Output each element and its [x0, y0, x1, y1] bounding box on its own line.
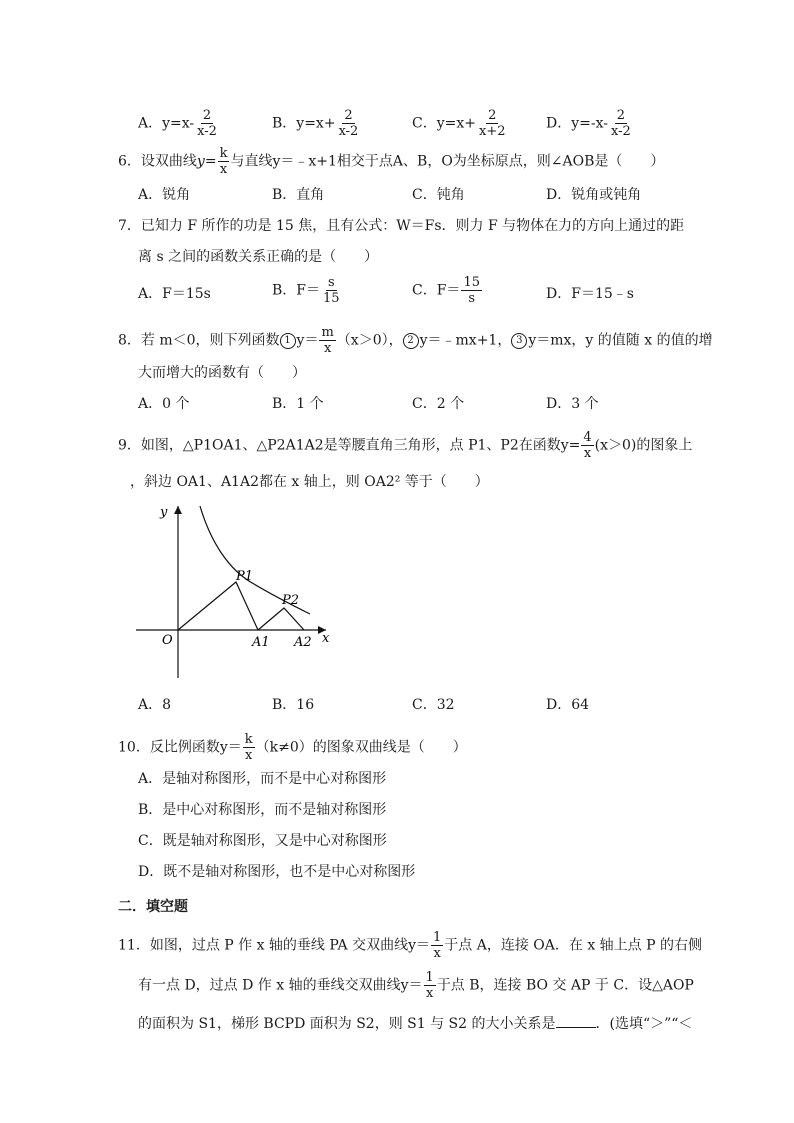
triangle-p1-o-a1	[178, 582, 258, 630]
numerator: 2	[344, 108, 353, 123]
q9-option-b[interactable]: B．16	[272, 697, 315, 713]
q5-option-d[interactable]	[546, 108, 634, 139]
text: （k≠0）的图象双曲线是（ ）	[255, 739, 467, 756]
q7-option-b[interactable]	[272, 275, 343, 306]
fraction	[581, 430, 593, 461]
numerator: s	[327, 275, 335, 290]
q9-line2: ，斜边 OA1、A1A2都在 x 轴上，则 OA2² 等于（ ）	[130, 474, 489, 490]
q10-option-d[interactable]: D．既不是轴对称图形，也不是中心对称图形	[138, 864, 416, 880]
denominator: 15	[323, 291, 340, 306]
fraction	[461, 275, 482, 306]
q11-line1	[118, 930, 702, 961]
text: 6．设双曲线	[118, 153, 197, 170]
text: y	[196, 153, 205, 170]
text: y=	[560, 437, 581, 454]
q9-option-a[interactable]: A．8	[138, 697, 172, 713]
denominator: x-2	[197, 124, 217, 139]
y-axis-label: y	[160, 505, 168, 520]
text: 有一点 D，过点 D 作 x 轴的垂线交双曲线	[138, 977, 401, 994]
circled-number: 2	[403, 333, 419, 349]
fraction	[243, 732, 255, 763]
triangle-p2-a1-a2	[258, 608, 304, 630]
q7-line2: 离 s 之间的函数关系正确的是（ ）	[138, 249, 379, 265]
q7-line1: 7．已知力 F 所作的功是 15 焦，且有公式：W＝Fs．则力 F 与物体在力的方向上通过的距	[118, 218, 685, 234]
fraction	[337, 108, 361, 139]
q6-option-d[interactable]: D．锐角或钝角	[546, 187, 642, 203]
option-label: C．F＝	[412, 282, 461, 299]
numerator: k	[244, 732, 253, 747]
numerator: 1	[433, 930, 442, 945]
q10-option-a[interactable]: A．是轴对称图形，而不是中心对称图形	[138, 771, 387, 787]
text: y＝	[219, 739, 242, 756]
q5-option-c[interactable]	[412, 108, 508, 139]
q8-line2: 大而增大的函数有（ ）	[138, 365, 306, 381]
option-label: B．	[272, 115, 297, 132]
fraction	[477, 108, 508, 139]
denominator: x+2	[478, 124, 506, 139]
q9-figure	[136, 500, 332, 680]
numerator: 2	[488, 108, 497, 123]
q7-option-a[interactable]: A．F＝15s	[138, 286, 211, 302]
q6-option-c[interactable]: C．钝角	[412, 187, 465, 203]
q6-option-b[interactable]: B．直角	[272, 187, 325, 203]
circled-number: 1	[280, 333, 296, 349]
numerator: 2	[202, 108, 212, 123]
numerator: 1	[425, 970, 434, 985]
text: y＝mx，y 的值随 x 的值的增	[528, 332, 713, 349]
text: ．(选填“＞”“＜	[595, 1016, 693, 1032]
text: (x＞0)的图象上	[594, 437, 693, 454]
fraction	[218, 146, 230, 177]
q8-stem	[118, 325, 713, 356]
option-label: D．	[546, 115, 572, 132]
option-expr: y=x+	[296, 115, 336, 132]
text: y＝﹣mx+1，	[419, 332, 512, 349]
denominator: x	[219, 162, 228, 177]
option-label: C．	[412, 115, 437, 132]
denominator: x-2	[610, 124, 631, 139]
section-title: 二．填空题	[118, 899, 188, 915]
q11-line2	[138, 970, 694, 1001]
a2-label: A2	[294, 635, 312, 650]
fraction	[424, 970, 436, 1001]
text: y＝	[400, 977, 423, 994]
denominator: x	[426, 986, 434, 1001]
numerator: k	[219, 146, 228, 161]
fraction	[321, 275, 342, 306]
q11-line3	[138, 1013, 692, 1033]
q8-option-b[interactable]: B．1 个	[272, 396, 324, 412]
option-expr: y=x+	[436, 115, 476, 132]
x-axis-label: x	[322, 631, 330, 646]
q6-stem	[118, 146, 664, 177]
q7-option-c[interactable]	[412, 275, 483, 306]
q9-stem	[118, 430, 692, 461]
a1-label: A1	[252, 635, 270, 650]
fraction	[195, 108, 219, 139]
q5-option-a[interactable]	[138, 108, 220, 139]
denominator: x	[583, 446, 592, 461]
fraction	[609, 108, 633, 139]
q8-option-a[interactable]: A．0 个	[138, 396, 190, 412]
text: =	[204, 153, 217, 170]
text: y＝	[408, 937, 430, 954]
numerator: 4	[583, 430, 592, 445]
option-label: A．	[138, 115, 163, 132]
q10-option-b[interactable]: B．是中心对称图形，而不是轴对称图形	[138, 802, 387, 818]
q10-option-c[interactable]: C．既是轴对称图形，又是中心对称图形	[138, 833, 387, 849]
q9-option-c[interactable]: C．32	[412, 697, 455, 713]
q7-option-d[interactable]: D．F＝15﹣s	[546, 286, 634, 302]
text: 与直线	[230, 153, 273, 170]
denominator: x-2	[338, 124, 359, 139]
text: 的面积为 S1，梯形 BCPD 面积为 S2，则 S1 与 S2 的大小关系是	[138, 1016, 556, 1032]
q8-option-d[interactable]: D．3 个	[546, 396, 599, 412]
text: 10．反比例函数	[118, 739, 220, 756]
answer-blank[interactable]	[556, 1013, 596, 1028]
origin-label: O	[162, 633, 173, 648]
fraction	[431, 930, 443, 961]
q8-option-c[interactable]: C．2 个	[412, 396, 465, 412]
numerator: 2	[616, 108, 626, 123]
q6-option-a[interactable]: A．锐角	[138, 187, 191, 203]
q9-option-d[interactable]: D．64	[546, 697, 590, 713]
circled-number: 3	[511, 333, 527, 349]
text: y＝	[296, 332, 319, 349]
option-label: B．F＝	[272, 282, 321, 299]
text: （x＞0），	[336, 332, 403, 349]
p1-label: P1	[236, 569, 254, 584]
text: 相交于点A、B，O为坐标原点，则∠AOB是（ ）	[336, 153, 665, 170]
text: 8．若 m＜0，则下列函数	[118, 332, 280, 349]
text: 9．如图，△P1OA1、△P2A1A2是等腰直角三角形，点 P1、P2在函数	[118, 437, 561, 454]
denominator: x	[245, 748, 253, 763]
q10-stem	[118, 732, 467, 763]
option-expr: y=x-	[162, 115, 195, 132]
text: y＝﹣x+1	[272, 153, 337, 170]
q5-option-b[interactable]	[272, 108, 361, 139]
denominator: s	[468, 291, 476, 306]
p2-label: P2	[282, 593, 300, 608]
option-expr: y=-x-	[571, 115, 608, 132]
numerator: 15	[463, 275, 480, 290]
text: 11．如图，过点 P 作 x 轴的垂线 PA 交双曲线	[118, 937, 409, 954]
fraction	[319, 325, 335, 356]
denominator: x	[323, 341, 332, 356]
text: 于点 A，连接 OA．在 x 轴上点 P 的右侧	[444, 937, 702, 954]
numerator: m	[321, 325, 334, 340]
y-axis-arrow	[174, 506, 182, 514]
text: 于点 B，连接 BO 交 AP 于 C．设△AOP	[436, 977, 694, 994]
denominator: x	[433, 946, 441, 961]
